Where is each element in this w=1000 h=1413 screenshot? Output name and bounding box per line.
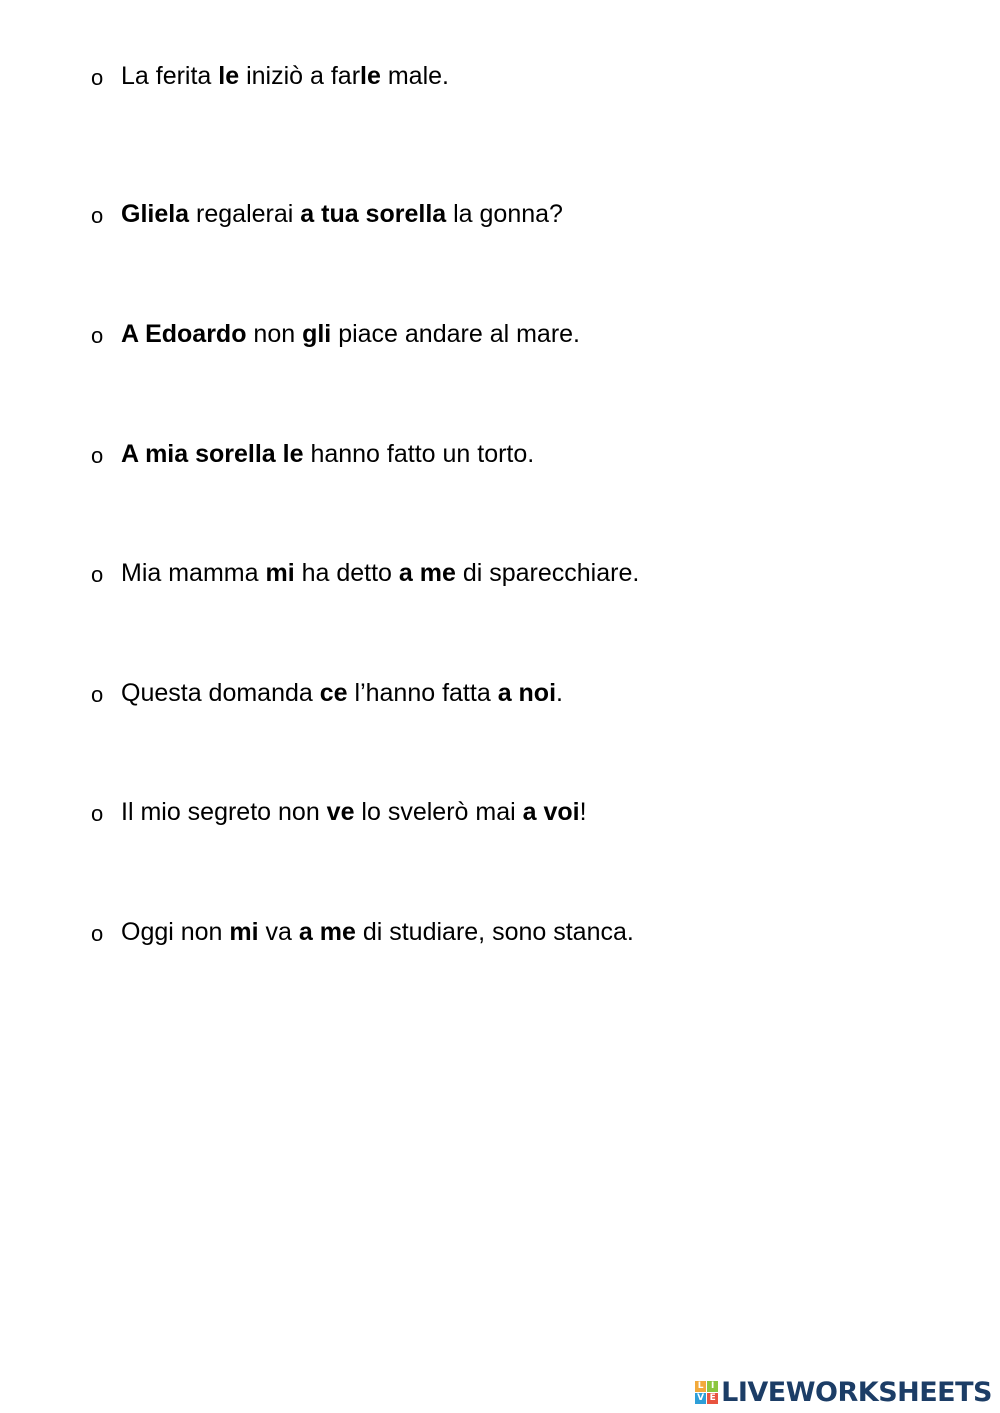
liveworksheets-logo-icon <box>695 1381 718 1404</box>
sentence-text: ! <box>579 797 587 826</box>
sentence-8 <box>91 915 634 949</box>
bullet-circle-icon: o <box>91 562 104 587</box>
sentence-text: lo svelerò mai <box>354 797 523 826</box>
logo-mark-letter: I <box>707 1381 718 1392</box>
sentence-bold-text: a tua sorella <box>300 199 447 228</box>
sentence-bold-text: mi <box>265 558 295 587</box>
logo-mark-letter: V <box>695 1393 706 1404</box>
sentence-bold-text: le <box>360 61 381 90</box>
sentence-bold-text: A Edoardo <box>121 319 247 348</box>
sentence-5 <box>91 556 639 590</box>
sentence-bold-text: gli <box>302 319 332 348</box>
sentence-bold-text: le <box>218 61 240 90</box>
sentence-6 <box>91 676 563 710</box>
sentence-text: non <box>246 319 303 348</box>
sentence-text: va <box>258 917 299 946</box>
bullet-circle-icon: o <box>91 801 104 826</box>
logo-mark-letter: E <box>707 1393 718 1404</box>
sentence-text: regalerai <box>189 199 301 228</box>
bullet-circle-icon: o <box>91 921 104 946</box>
sentence-text: la gonna? <box>446 199 563 228</box>
sentence-text: piace andare al mare. <box>331 319 581 348</box>
sentence-text: . <box>556 678 563 707</box>
sentence-bold-text: ve <box>326 797 355 826</box>
sentence-text: male. <box>380 61 449 90</box>
sentence-bold-text: mi <box>229 917 259 946</box>
sentence-bold-text: a noi <box>497 678 557 707</box>
sentence-text: iniziò a far <box>239 61 361 90</box>
sentence-bold-text: ce <box>319 678 348 707</box>
sentence-bold-text: Gliela <box>121 199 190 228</box>
sentence-7 <box>91 795 587 829</box>
sentence-text: Questa domanda <box>121 678 320 707</box>
bullet-circle-icon: o <box>91 65 104 90</box>
sentence-text: di studiare, sono stanca. <box>355 917 634 946</box>
logo-text: LIVEWORKSHEETS <box>721 1376 992 1408</box>
sentence-bold-text: a me <box>398 558 456 587</box>
sentence-1 <box>91 59 449 93</box>
sentence-4 <box>91 437 534 471</box>
sentence-text: l’hanno fatta <box>347 678 498 707</box>
bullet-circle-icon: o <box>91 443 104 468</box>
sentence-text: La ferita <box>121 61 219 90</box>
bullet-circle-icon: o <box>91 682 104 707</box>
sentence-3 <box>91 317 580 351</box>
bullet-circle-icon: o <box>91 203 104 228</box>
sentence-bold-text: A mia sorella le <box>121 439 304 468</box>
sentence-bold-text: a voi <box>522 797 580 826</box>
logo-mark-letter: L <box>695 1381 706 1392</box>
bullet-circle-icon: o <box>91 323 104 348</box>
sentence-2 <box>91 197 563 231</box>
sentence-text: Oggi non <box>121 917 230 946</box>
sentence-text: hanno fatto un torto. <box>303 439 535 468</box>
sentence-text: ha detto <box>294 558 399 587</box>
sentence-bold-text: a me <box>298 917 356 946</box>
sentence-text: di sparecchiare. <box>455 558 640 587</box>
liveworksheets-logo <box>695 1377 992 1407</box>
sentence-text: Mia mamma <box>121 558 266 587</box>
sentence-text: Il mio segreto non <box>121 797 327 826</box>
